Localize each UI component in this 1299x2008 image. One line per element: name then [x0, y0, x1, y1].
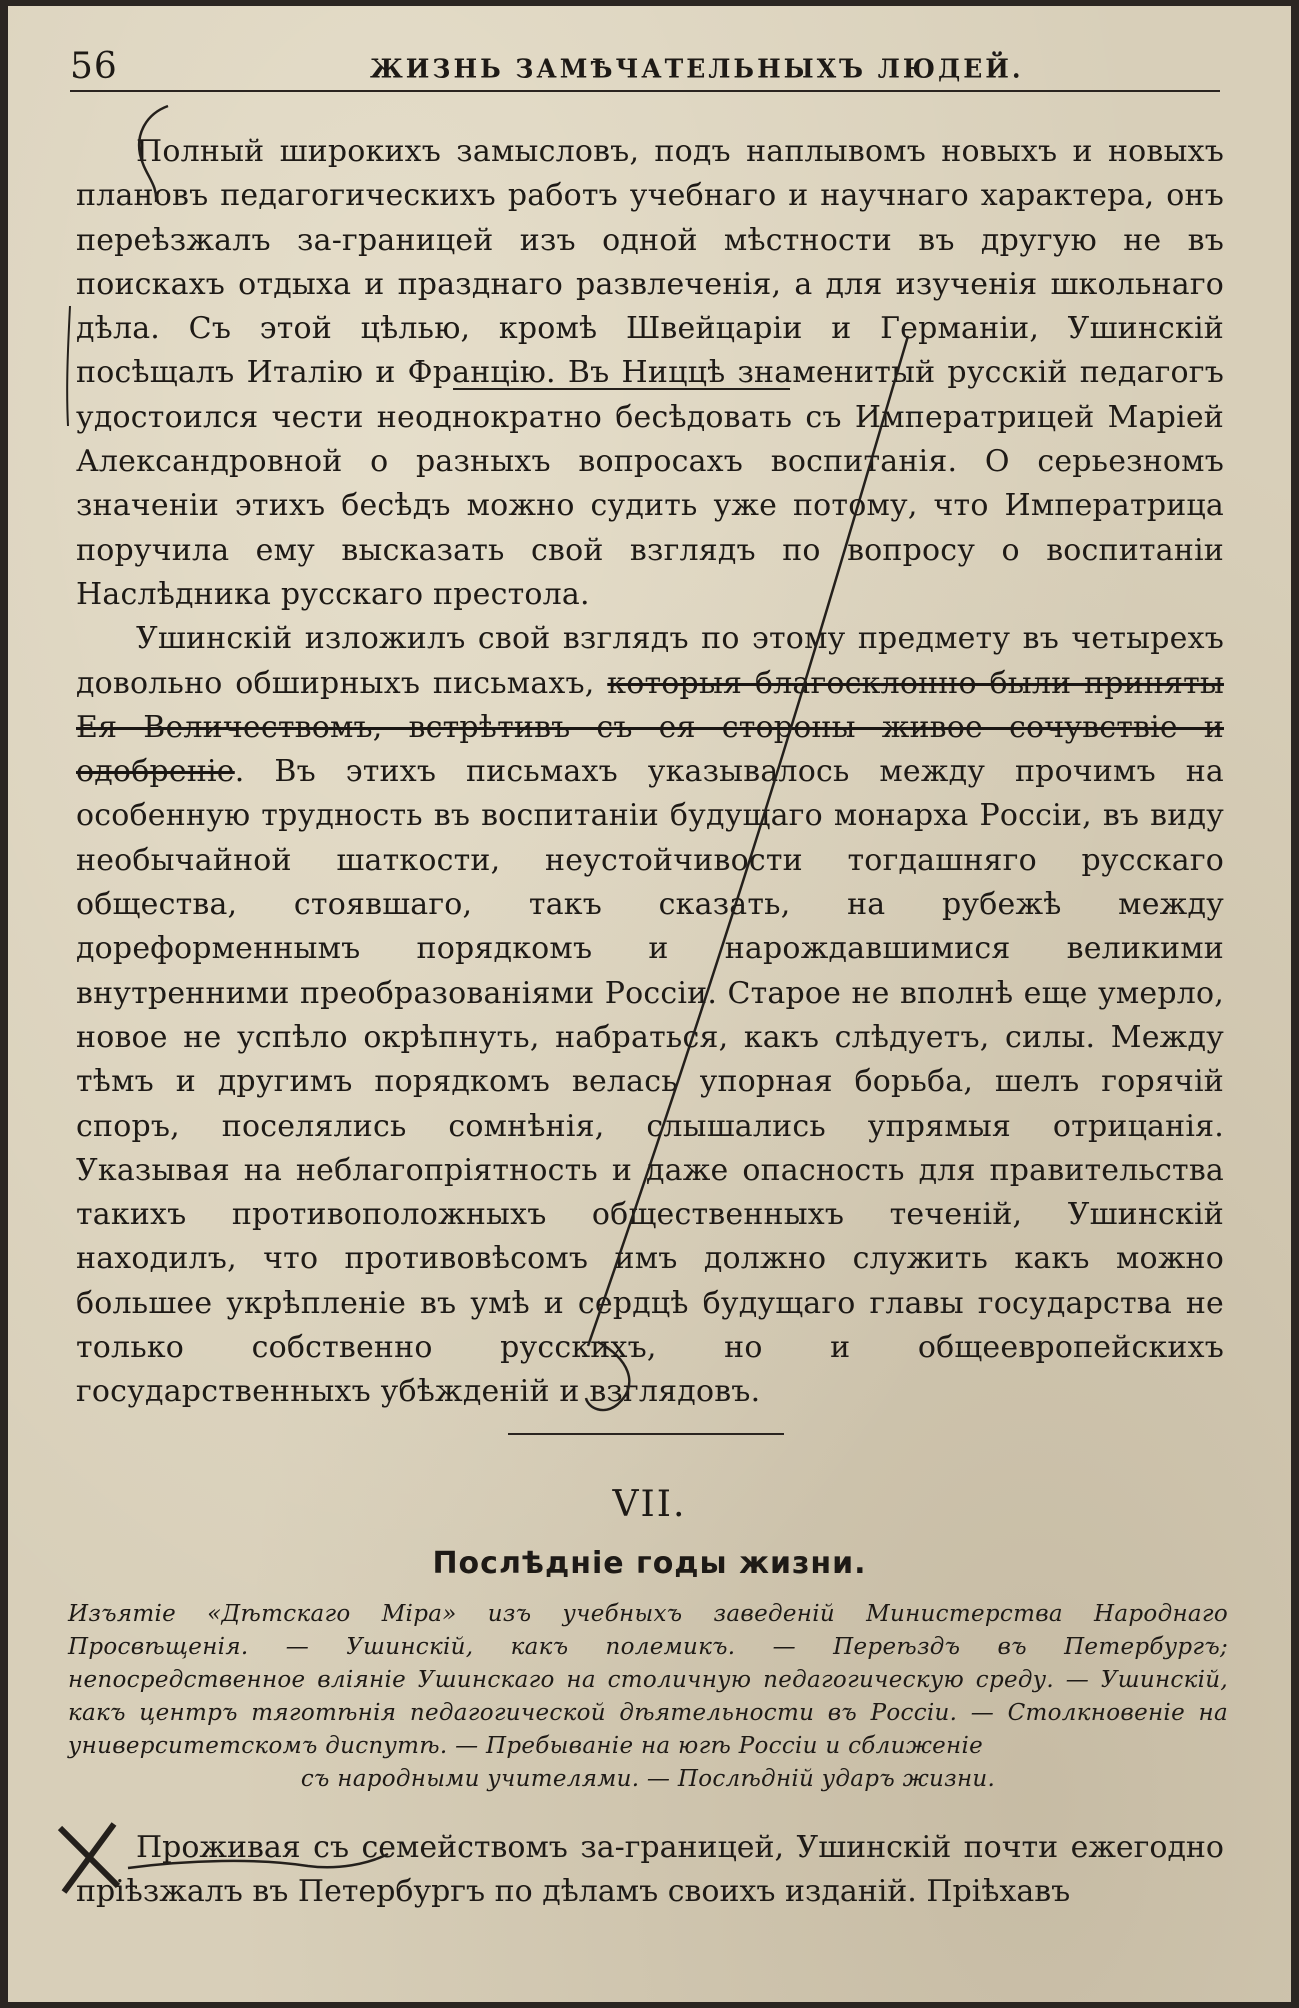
synopsis-last-line: съ народными учителями. — Послѣдній ударъ жизни. [300, 1766, 996, 1792]
running-head: ЖИЗНЬ ЗАМѢЧАТЕЛЬНЫХЪ ЛЮДЕЙ. [370, 53, 1024, 84]
struck-through-text: которыя благосклонно были приняты Ея Величествомъ, встрѣтивъ съ ея стороны живое сочувствіе и одобреніе [76, 665, 1224, 790]
page-header [70, 44, 1220, 92]
section-divider [508, 1433, 784, 1435]
paragraph-text: . Въ этихъ письмахъ указывалось между прочимъ на особенную трудность въ воспитаніи будущаго монарха Россіи, въ виду необычайной шаткости, неустойчивости тогдашняго русскаго общества, стоявшаго, такъ сказать, на рубежѣ между дореформеннымъ порядкомъ и нарождавшимися великими внутренними преобразованіями Россіи. Старое не вполнѣ еще умерло, новое не успѣло окрѣпнуть, набраться, какъ слѣдуетъ, силы. Между тѣмъ и другимъ порядкомъ велась упорная борьба, шелъ горячій споръ, поселялись сомнѣнія, слышались упрямыя отрицанія. Указывая на неблагопріятность и даже опасность для правительства такихъ противоположныхъ общественныхъ теченій, Ушинскій находилъ, что противовѣсомъ имъ должно служить какъ можно большее укрѣпленіе въ умѣ и сердцѣ будущаго главы государства не только собственно русскихъ, но и общеевропейскихъ государственныхъ убѣжденій и взглядовъ. [76, 754, 1224, 1410]
page-number: 56 [70, 46, 118, 87]
synopsis-text: Изъятіе «Дѣтскаго Міра» изъ учебныхъ заведеній Министерства Народнаго Просвѣщенія. — Ушинскій, какъ полемикъ. — Переѣздъ въ Петербургъ; непосредственное вліяніе Ушинскаго на столичную педагогическую среду. — Ушинскій, какъ центръ тяготѣнія педагогической дѣятельности въ Россіи. — Столкновеніе на университетскомъ диспутѣ. — Пребываніе на югѣ Россіи и сближеніе [68, 1601, 1228, 1759]
paragraph: Полный широкихъ замысловъ, подъ наплывомъ новыхъ и новыхъ плановъ педагогическихъ работъ учебнаго и научнаго характера, онъ переѣзжалъ за-границей изъ одной мѣстности въ другую не въ поискахъ отдыха и празднаго развлеченія, а для изученія школьнаго дѣла. Съ этой цѣлью, кромѣ Швейцаріи и Германіи, Ушинскій посѣщалъ Италію и Францію. Въ Ниццѣ знаменитый русскій педагогъ удостоился чести неоднократно бесѣдовать съ Императрицей Маріей Александровной о разныхъ вопросахъ воспитанія. О серьезномъ значеніи этихъ бесѣдъ можно судить уже потому, что Императрица поручила ему высказать свой взглядъ по вопросу о воспитаніи Наслѣдника русскаго престола. [76, 134, 1224, 612]
chapter-synopsis [68, 1598, 1228, 1796]
main-text [76, 130, 1224, 1415]
chapter-number: VII. [612, 1484, 687, 1525]
paragraph [76, 617, 1224, 1414]
chapter-title: Послѣдніе годы жизни. [432, 1546, 867, 1581]
chapter-text [76, 1826, 1224, 1915]
book-page [8, 6, 1291, 2002]
paragraph-text: Ушинскій изложилъ свой взглядъ по этому предмету въ четырехъ довольно обширныхъ письмахъ, [76, 621, 1224, 701]
margin-line-mark [67, 306, 70, 426]
paragraph: Проживая съ семействомъ за-границей, Ушинскій почти ежегодно пріѣзжалъ въ Петербургъ по дѣламъ своихъ изданій. Пріѣхавъ [76, 1830, 1224, 1910]
